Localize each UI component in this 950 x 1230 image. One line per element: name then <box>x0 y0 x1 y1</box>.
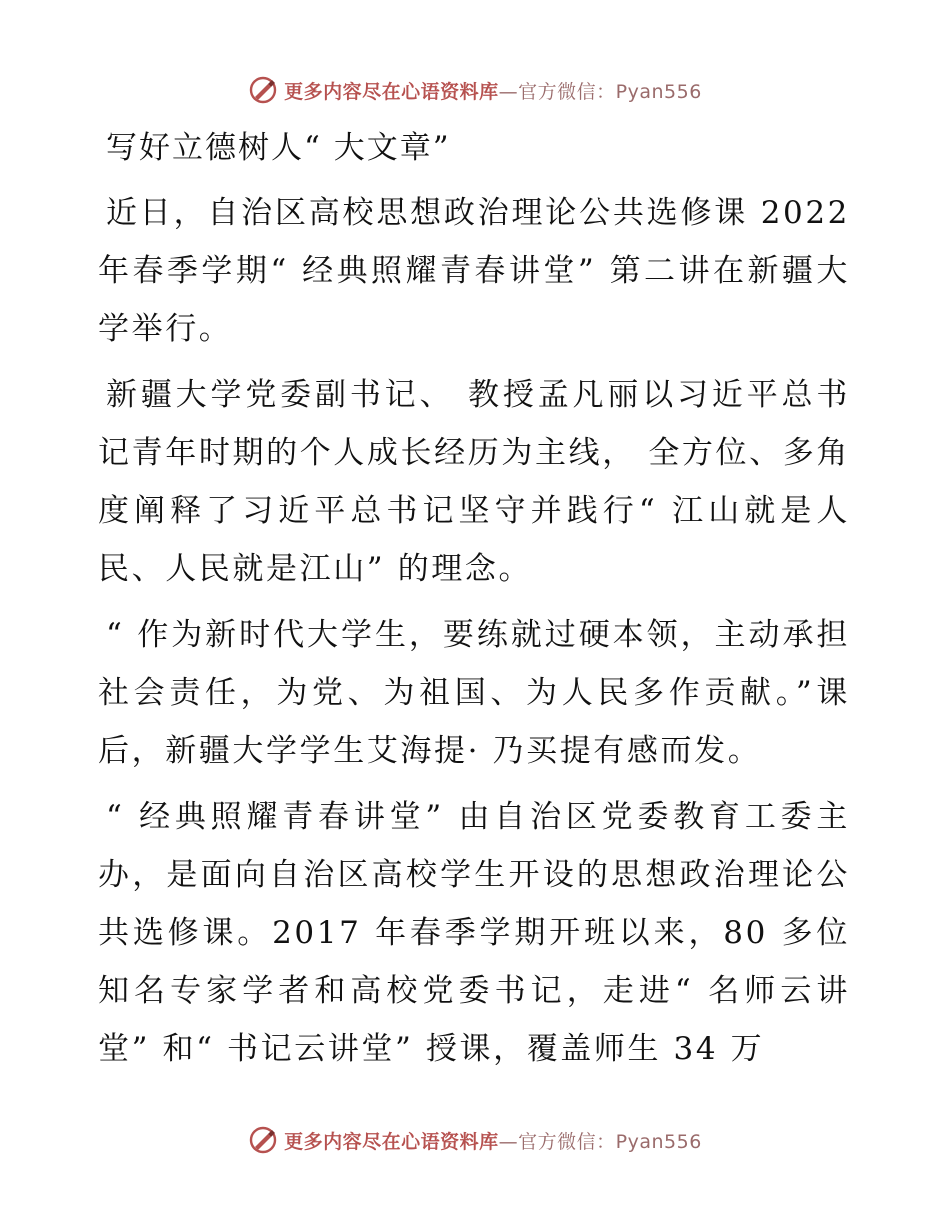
watermark-brand: 更多内容尽在心语资料库 <box>284 80 499 103</box>
watermark-brand: 更多内容尽在心语资料库 <box>284 1130 499 1153</box>
article-paragraph: 新疆大学党委副书记、 教授孟凡丽以习近平总书记青年时期的个人成长经历为主线， 全方位、多角度阐释了习近平总书记坚守并践行“ 江山就是人民、人民就是江山” 的理念。 <box>98 377 850 587</box>
watermark-text <box>284 77 702 104</box>
watermark-dash: — <box>498 80 519 103</box>
article-paragraph: “ 经典照耀青春讲堂” 由自治区党委教育工委主办，是面向自治区高校学生开设的思想政治理论公共选修课。2017 年春季学期开班以来，80 多位知名专家学者和高校党委书记，走进“ 名师云讲堂” 和“ 书记云讲堂” 授课，覆盖师生 34 万 <box>98 799 850 1067</box>
article-paragraph: 近日，自治区高校思想政治理论公共选修课 2022 年春季学期“ 经典照耀青春讲堂” 第二讲在新疆大学举行。 <box>98 195 850 347</box>
watermark-footer <box>0 1122 950 1158</box>
watermark-header <box>0 72 950 108</box>
pen-logo-icon <box>248 75 278 105</box>
pen-logo-icon <box>248 1125 278 1155</box>
article-title: 写好立德树人“ 大文章” <box>106 130 451 166</box>
watermark-dash: — <box>498 1130 519 1153</box>
watermark-text <box>284 1127 702 1154</box>
watermark-contact: 官方微信：Pyan556 <box>518 1130 702 1153</box>
article <box>98 120 850 1086</box>
watermark-contact: 官方微信：Pyan556 <box>518 80 702 103</box>
article-paragraph: “ 作为新时代大学生，要练就过硬本领，主动承担社会责任，为党、为祖国、为人民多作贡献。”课后，新疆大学学生艾海提· 乃买提有感而发。 <box>98 617 850 769</box>
